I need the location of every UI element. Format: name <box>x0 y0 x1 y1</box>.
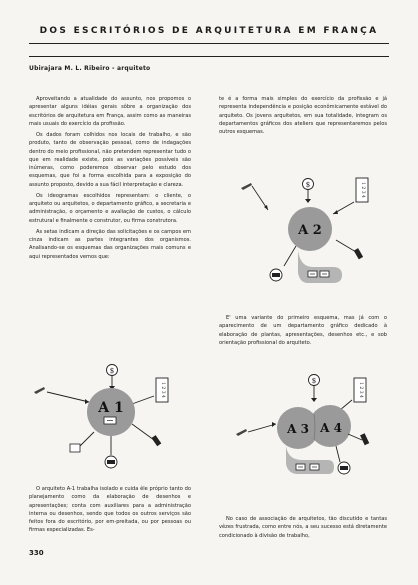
paragraph: No caso de associação de arquitetos, tão discutido e tantas vêzes frustrada, como entre nós, a seu sucesso está diretamente condicionado à divisão de trabalho, <box>219 516 387 539</box>
page-number: 330 <box>29 549 44 557</box>
diagram-a2 <box>238 172 388 297</box>
client-icon <box>303 179 314 204</box>
architect-label: A 1 <box>98 400 124 416</box>
architect-label-a3: A 3 <box>287 422 309 436</box>
phone-icon <box>336 446 350 474</box>
measure-icon <box>70 432 94 452</box>
right-column-middle <box>219 314 387 347</box>
architect-label-a4: A 4 <box>320 421 342 435</box>
client-icon <box>107 365 118 391</box>
left-column-top <box>29 95 191 261</box>
diagram-a1 <box>34 360 194 480</box>
document-icon <box>340 378 366 410</box>
phone-icon <box>105 436 117 468</box>
title-bottom-rule <box>29 56 389 57</box>
paragraph: Aproveitando a atualidade do assunto, nos propomos o apresentar alguns idéias gerais sôbre a organização dos escritórios de arquitetura em França, assim como as maneiras mais usuais do exercício da profissão. <box>29 96 191 127</box>
right-column-top <box>219 95 387 136</box>
drawing-office-box <box>286 446 334 474</box>
title-top-rule <box>29 43 389 44</box>
diagram-a3-a4 <box>236 370 396 490</box>
paragraph: O arquiteto A-1 trabalha isolado e cuida êle próprio tanto do planejamento como da elaboração de desenhos e apresentações; conta com auxiliares para a administração interna ou desenhos, sendo que todos os outros serviços são feitos fora do escritório, por em-preitada, ou por pessoas ou firmas especializadas. Es- <box>29 486 191 534</box>
builder-hammer-icon <box>336 240 363 259</box>
money-symbol: $ <box>109 367 115 375</box>
money-symbol: $ <box>305 181 311 189</box>
right-column-bottom <box>219 515 387 540</box>
builder-hammer-icon <box>348 433 369 445</box>
paragraph: E' uma variante do primeiro esquema, mas já com o aparecimento de um departamento gráfico dedicado à elaboração de plantas, apresentações, desenhos etc., e sob orientação profissional do arquiteto. <box>219 315 387 346</box>
architect-label: A 2 <box>298 223 322 238</box>
paragraph: Os dados foram colhidos nos locais de trabalho, e são produto, tanto de observação pessoal, como de indagações dentro do meio profissional, não pretendem representar tudo o que em realidade existe, pois as variações possíveis são inúmeras, como poderemos observar pelo estudo dos esquemas, que foi a forma escolhida para a exposição do assunto proposto, devido a sua fácil interpretação e clareza. <box>29 132 191 188</box>
architect-pen-icon <box>236 422 276 436</box>
article-title: DOS ESCRITÓRIOS DE ARQUITETURA EM FRANÇA <box>39 26 379 36</box>
author-byline: Ubirajara M. L. Ribeiro - arquiteto <box>29 65 151 72</box>
builder-hammer-icon <box>132 424 161 446</box>
architect-pen-icon <box>241 183 268 210</box>
paragraph: te é a forma mais simples do exercício da profissão e já representa independência e posição econômicamente estável do arquiteto. Os jovens arquitetos, em sua totalidade, integram os departamentos gráficos dos ateliers que representaremos pelos outros esquemas. <box>219 96 387 135</box>
architect-pen-icon <box>34 387 89 404</box>
money-symbol: $ <box>311 377 317 385</box>
paragraph: As setas indicam a direção das solicitações e os campos em cinza indicam as partes integrantes dos organismos. Analisando-se os esquemas das organizações mais comuns e aqui representados vemos que: <box>29 228 191 260</box>
document-icon <box>333 178 368 214</box>
svg-text:1 2 3 4: 1 2 3 4 <box>358 382 363 398</box>
phone-icon <box>270 246 296 281</box>
document-icon <box>132 378 168 404</box>
svg-text:1 2 3 4: 1 2 3 4 <box>360 182 365 198</box>
svg-text:1 2 3 4: 1 2 3 4 <box>160 382 165 398</box>
drawing-office-box <box>298 250 342 283</box>
paragraph: Os ideogramas escolhidos representam: o cliente, o arquiteto ou arquitetos, o departamento gráfico, a secretaria e administração, o orçamento e avaliação de custos, o cálculo estrutural e finalmente o construtor, ou firma construtora. <box>29 192 191 224</box>
left-column-bottom <box>29 485 191 535</box>
client-icon <box>309 375 320 403</box>
